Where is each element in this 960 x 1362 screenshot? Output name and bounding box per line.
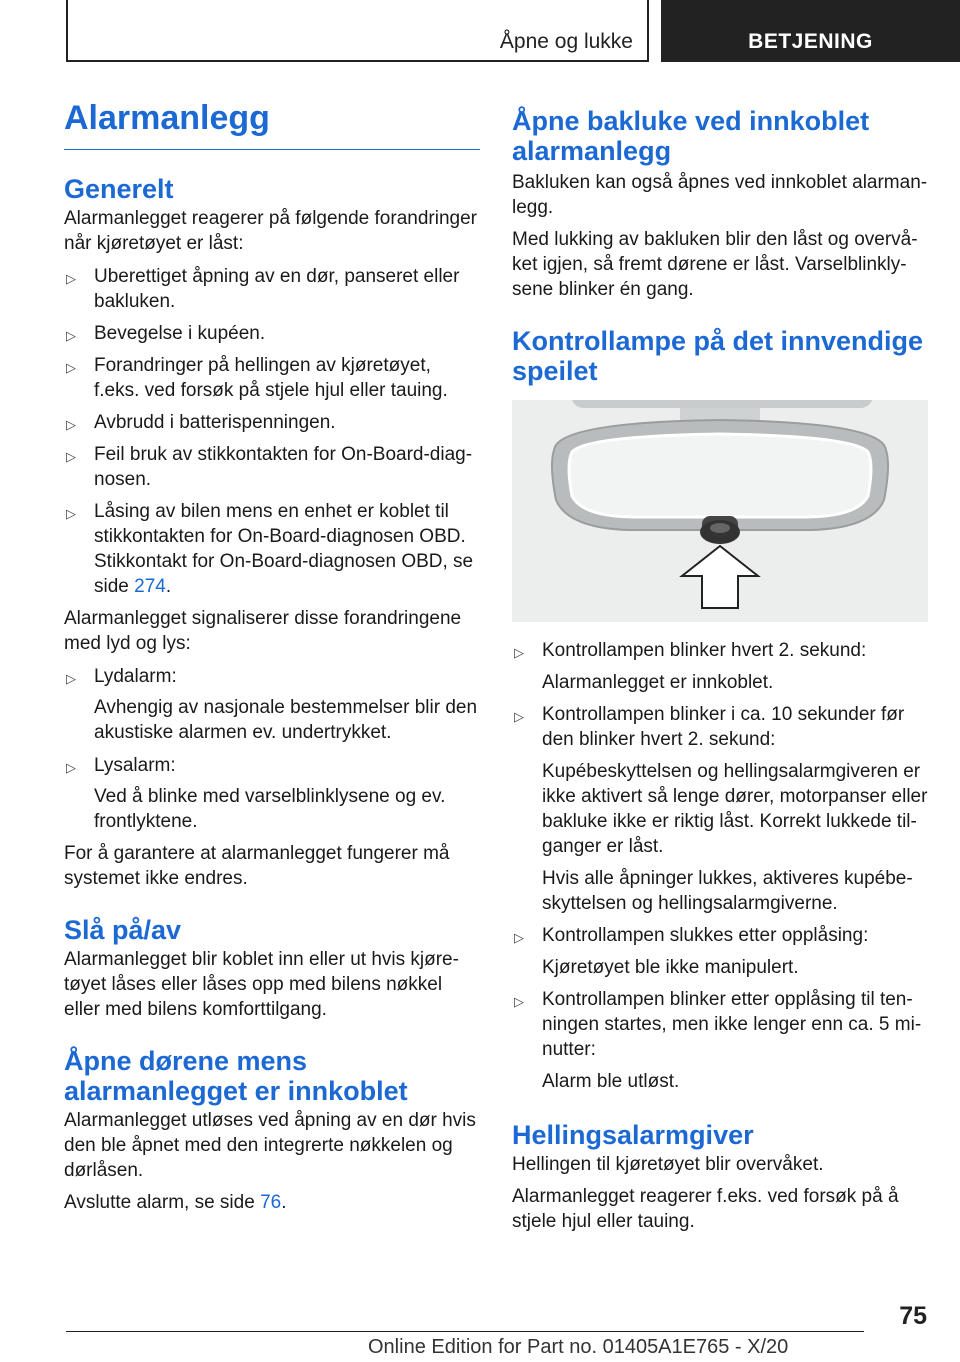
triangle-bullet-icon: ▷	[514, 709, 524, 724]
list-item: ▷ Kontrollampen blinker i ca. 10 sekunder før den blinker hvert 2. sekund:	[514, 704, 905, 750]
triangle-bullet-icon: ▷	[66, 359, 76, 375]
kontroll-desc: Hvis alle åpninger lukkes, aktiveres kupébeskyttelsen og hellingsalarmgiverne.	[542, 868, 913, 914]
triangle-bullet-icon: ▷	[66, 670, 76, 686]
heading-kontroll: Kontrollampe på det innvendige speilet	[512, 326, 924, 386]
generelt-intro: Alarmanlegget reagerer på følgende forandringer når kjøretøyet er låst:	[64, 207, 477, 254]
kontroll-list-4	[512, 987, 928, 1062]
page-header	[0, 0, 960, 66]
doerer-text: Alarmanlegget utløses ved åpning av en dør hvis den ble åpnet med den integrerte nøkkelen og dørlåsen.	[64, 1109, 476, 1181]
list-item: ▷ Feil bruk av stikkontakten for On-Board-diagnosen.	[66, 443, 473, 490]
left-column	[64, 98, 480, 1215]
kontroll-list-3	[512, 923, 928, 948]
page-link-76[interactable]: 76	[260, 1191, 282, 1213]
list-item: ▷ Kontrollampen slukkes etter opplåsing:	[512, 923, 928, 948]
list-item: ▷ Uberettiget åpning av en dør, panseret eller bakluken.	[66, 265, 460, 312]
header-chapter-tab	[661, 0, 960, 62]
footer-divider	[66, 1331, 864, 1332]
helling-p1: Hellingen til kjøretøyet blir overvåket.	[512, 1154, 824, 1175]
helling-p2: Alarmanlegget reagerer f.eks. ved forsøk på å stjele hjul eller tauing.	[512, 1186, 899, 1232]
triangle-bullet-icon: ▷	[66, 448, 76, 464]
triangle-bullet-icon: ▷	[66, 270, 76, 286]
list-item: ▷ Avbrudd i batterispenningen.	[64, 410, 480, 435]
list-item: ▷ Låsing av bilen mens en enhet er koblet til stikkontakten for On-Board-diagnosen OBD. Stikkontakt for On-Board-diagnosen OBD, se side 274.	[66, 500, 474, 597]
page-number: 75	[899, 1302, 927, 1330]
rearview-mirror-icon	[512, 400, 928, 622]
heading-helling: Hellingsalarmgiver	[512, 1120, 754, 1150]
heading-doerer: Åpne dørene mens alarmanlegget er innkoblet	[64, 1045, 408, 1106]
signal-intro: Alarmanlegget signaliserer disse forandringene med lyd og lys:	[64, 607, 462, 654]
header-section-title: Åpne og lukke	[499, 30, 633, 53]
list-item: ▷ Bevegelse i kupéen.	[64, 321, 480, 346]
signal-list	[64, 664, 480, 689]
page-title: Alarmanlegg	[64, 98, 480, 150]
lys-description: Ved å blinke med varselblinklysene og ev. frontlyktene.	[94, 785, 446, 832]
heading-generelt: Generelt	[64, 173, 174, 204]
list-item: ▷ Lysalarm:	[64, 753, 480, 778]
list-item: ▷ Lydalarm:	[64, 664, 480, 689]
kontroll-desc: Alarmanlegget er innkoblet.	[542, 672, 774, 693]
kontroll-desc: Alarm ble utløst.	[542, 1071, 680, 1092]
heading-bakluke: Åpne bakluke ved innkoblet alarmanlegg	[512, 106, 870, 166]
header-chapter-label: BETJENING	[748, 30, 873, 53]
kontroll-list-2	[512, 702, 928, 752]
list-item: ▷ Kontrollampen blinker etter opplåsing til tenningen startes, men ikke lenger enn ca. 5 minutter:	[514, 989, 922, 1060]
list-item: ▷ Kontrollampen blinker hvert 2. sekund:	[512, 638, 928, 663]
page-link-274[interactable]: 274	[134, 575, 166, 597]
bakluke-p1: Bakluken kan også åpnes ved innkoblet alarmanlegg.	[512, 172, 928, 218]
signal-list-2	[64, 753, 480, 778]
right-column	[512, 98, 928, 1234]
generelt-outro: For å garantere at alarmanlegget fungerer må systemet ikke endres.	[64, 842, 450, 889]
header-section-box	[66, 0, 649, 62]
mirror-illustration	[512, 400, 928, 622]
bakluke-p2: Med lukking av bakluken blir den låst og overvåket igjen, så fremt dørene er låst. Varselblinklysene blinker én gang.	[512, 229, 918, 300]
kontroll-desc: Kupébeskyttelsen og hellingsalarmgiveren er ikke aktivert så lenge dører, motorpanser eller bakluke ikke er riktig låst. Korrekt lukkede tilganger er låst.	[542, 761, 928, 857]
doerer-end: Avslutte alarm, se side 76.	[64, 1191, 287, 1213]
lyd-description: Avhengig av nasjonale bestemmelser blir den akustiske alarmen ev. undertrykket.	[94, 696, 478, 743]
triangle-bullet-icon: ▷	[514, 994, 524, 1009]
footer-edition: Online Edition for Part no. 01405A1E765 - X/20	[368, 1336, 789, 1358]
triangle-bullet-icon: ▷	[66, 759, 76, 775]
generelt-list	[64, 264, 480, 599]
triangle-bullet-icon: ▷	[66, 416, 76, 432]
list-item: ▷ Forandringer på hellingen av kjøretøyet, f.eks. ved forsøk på stjele hjul eller tauing.	[66, 354, 448, 401]
triangle-bullet-icon: ▷	[66, 505, 76, 521]
kontroll-desc: Kjøretøyet ble ikke manipulert.	[542, 957, 799, 978]
heading-slaa: Slå på/av	[64, 914, 182, 945]
slaa-text: Alarmanlegget blir koblet inn eller ut hvis kjøretøyet låses eller låses opp med bilens nøkkel eller med bilens komforttilgang.	[64, 948, 459, 1020]
triangle-bullet-icon: ▷	[514, 645, 524, 660]
triangle-bullet-icon: ▷	[514, 930, 524, 945]
triangle-bullet-icon: ▷	[66, 327, 76, 343]
kontroll-list	[512, 638, 928, 663]
